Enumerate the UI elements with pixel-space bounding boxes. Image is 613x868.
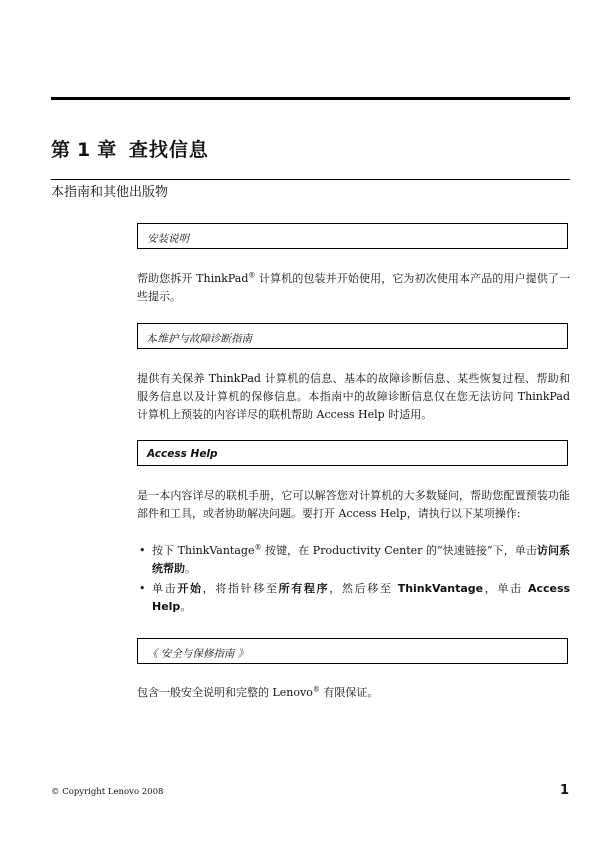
paragraph-safety: 包含一般安全说明和完整的 Lenovo® 有限保证。 (137, 685, 379, 699)
chapter-prefix: 第 (51, 139, 72, 161)
chapter-name: 查找信息 (128, 139, 209, 161)
top-rule (51, 97, 570, 100)
publication-box-maintenance: 本维护与故障诊断指南 (137, 323, 568, 349)
chapter-suffix: 章 (97, 139, 118, 161)
paragraph-access-help: 是一本内容详尽的联机手册，它可以解答您对计算机的大多数疑问，帮助您配置预装功能部件和工具，或者协助解决问题。要打开 Access Help，请执行以下某项操作: (137, 489, 570, 520)
chapter-title (51, 135, 209, 162)
bullet-icon: • (139, 582, 146, 595)
publication-box-setup (137, 223, 568, 249)
paragraph-maintenance: 提供有关保养 ThinkPad 计算机的信息、基本的故障诊断信息、某些恢复过程、帮助和服务信息以及计算机的保修信息。本指南中的故障诊断信息仅在您无法访问 ThinkPad 计算机上预装的内容详尽的联机帮助 Access Help 时适用。 (137, 372, 570, 421)
chapter-number: 1 (77, 139, 92, 161)
page-number: 1 (560, 783, 570, 798)
copyright: © Copyright Lenovo 2008 (51, 787, 164, 797)
publication-box-safety (137, 638, 568, 664)
list-item: • 单击开始，将指针移至所有程序，然后移至 ThinkVantage，单击 Access Help。 (139, 582, 571, 613)
paragraph-setup: 帮助您拆开 ThinkPad® 计算机的包装并开始使用，它为初次使用本产品的用户提供了一些提示。 (137, 271, 570, 303)
bullet-icon: • (139, 544, 146, 557)
publication-title: 维护与故障诊断指南 (157, 333, 252, 345)
list-item: • 按下 ThinkVantage® 按键，在 Productivity Center 的“快速链接”下，单击访问系统帮助。 (139, 543, 571, 575)
publication-title: 安装说明 (147, 233, 189, 245)
section-title: 本指南和其他出版物 (51, 185, 169, 200)
publication-box-access-help (137, 440, 568, 466)
publication-title: 《 安全与保修指南 》 (147, 648, 249, 660)
section-divider (51, 179, 570, 180)
publication-title: Access Help (147, 448, 218, 460)
